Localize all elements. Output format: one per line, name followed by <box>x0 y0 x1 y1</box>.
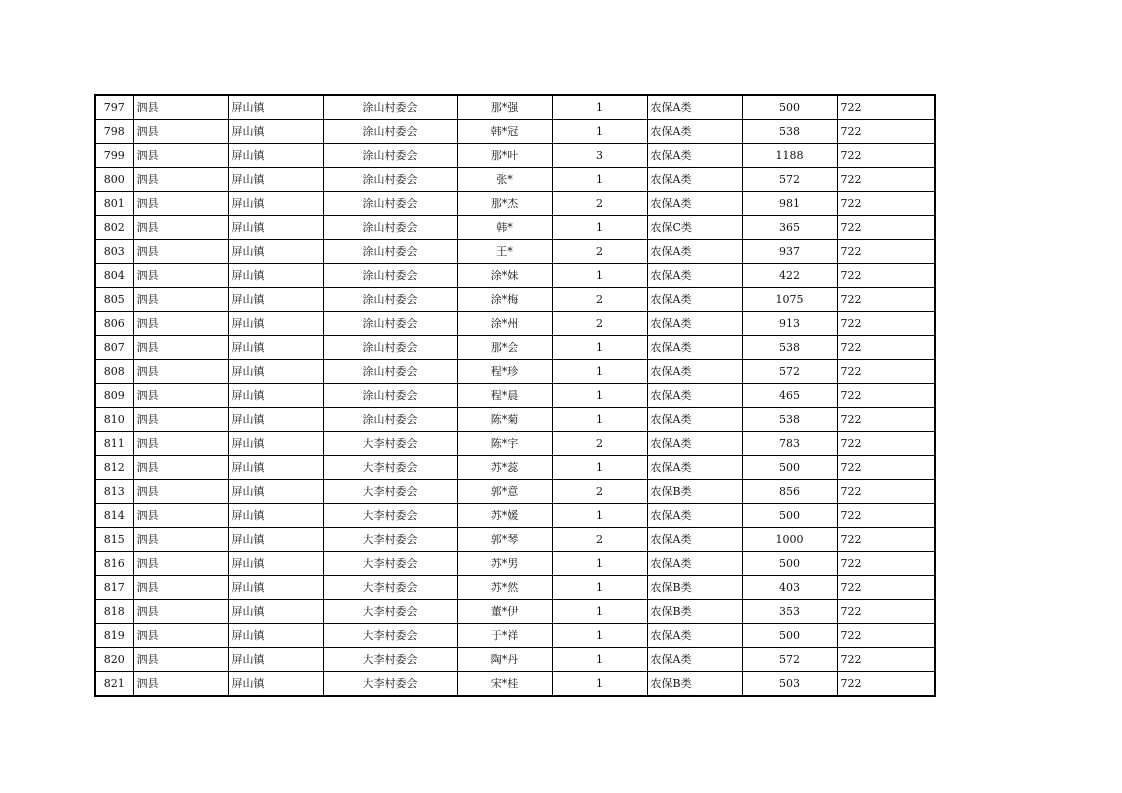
category-cell: 农保A类 <box>647 360 742 384</box>
town-cell: 屏山镇 <box>228 384 323 408</box>
name-cell: 于*祥 <box>457 624 552 648</box>
household-size-cell: 2 <box>552 432 647 456</box>
town-cell: 屏山镇 <box>228 95 323 120</box>
name-cell: 苏*媛 <box>457 504 552 528</box>
town-cell: 屏山镇 <box>228 624 323 648</box>
name-cell: 韩* <box>457 216 552 240</box>
table-row <box>95 552 935 576</box>
name-cell: 程*晨 <box>457 384 552 408</box>
table-row <box>95 600 935 624</box>
table-row <box>95 456 935 480</box>
category-cell: 农保A类 <box>647 312 742 336</box>
name-cell: 董*伊 <box>457 600 552 624</box>
household-size-cell: 1 <box>552 408 647 432</box>
row-number-cell: 797 <box>95 95 133 120</box>
row-number-cell: 801 <box>95 192 133 216</box>
table-row <box>95 312 935 336</box>
town-cell: 屏山镇 <box>228 576 323 600</box>
village-committee-cell: 大李村委会 <box>323 624 457 648</box>
village-committee-cell: 涂山村委会 <box>323 144 457 168</box>
category-cell: 农保B类 <box>647 600 742 624</box>
town-cell: 屏山镇 <box>228 168 323 192</box>
amount-cell: 503 <box>742 672 837 697</box>
amount-cell: 465 <box>742 384 837 408</box>
county-cell: 泗县 <box>133 432 228 456</box>
table-row <box>95 288 935 312</box>
town-cell: 屏山镇 <box>228 648 323 672</box>
amount-cell: 1075 <box>742 288 837 312</box>
code-cell: 722 <box>837 480 935 504</box>
table-body <box>95 95 935 696</box>
town-cell: 屏山镇 <box>228 192 323 216</box>
category-cell: 农保A类 <box>647 264 742 288</box>
county-cell: 泗县 <box>133 600 228 624</box>
village-committee-cell: 涂山村委会 <box>323 312 457 336</box>
row-number-cell: 817 <box>95 576 133 600</box>
row-number-cell: 805 <box>95 288 133 312</box>
town-cell: 屏山镇 <box>228 480 323 504</box>
village-committee-cell: 大李村委会 <box>323 504 457 528</box>
county-cell: 泗县 <box>133 120 228 144</box>
household-size-cell: 1 <box>552 168 647 192</box>
category-cell: 农保A类 <box>647 288 742 312</box>
village-committee-cell: 涂山村委会 <box>323 288 457 312</box>
household-size-cell: 1 <box>552 648 647 672</box>
village-committee-cell: 涂山村委会 <box>323 336 457 360</box>
code-cell: 722 <box>837 168 935 192</box>
row-number-cell: 807 <box>95 336 133 360</box>
category-cell: 农保A类 <box>647 408 742 432</box>
code-cell: 722 <box>837 336 935 360</box>
county-cell: 泗县 <box>133 504 228 528</box>
village-committee-cell: 涂山村委会 <box>323 95 457 120</box>
name-cell: 涂*梅 <box>457 288 552 312</box>
code-cell: 722 <box>837 264 935 288</box>
name-cell: 那*强 <box>457 95 552 120</box>
household-size-cell: 2 <box>552 288 647 312</box>
county-cell: 泗县 <box>133 264 228 288</box>
county-cell: 泗县 <box>133 168 228 192</box>
name-cell: 苏*然 <box>457 576 552 600</box>
amount-cell: 353 <box>742 600 837 624</box>
household-size-cell: 1 <box>552 552 647 576</box>
county-cell: 泗县 <box>133 528 228 552</box>
county-cell: 泗县 <box>133 384 228 408</box>
code-cell: 722 <box>837 552 935 576</box>
county-cell: 泗县 <box>133 192 228 216</box>
name-cell: 宋*桂 <box>457 672 552 697</box>
amount-cell: 783 <box>742 432 837 456</box>
amount-cell: 856 <box>742 480 837 504</box>
amount-cell: 422 <box>742 264 837 288</box>
code-cell: 722 <box>837 360 935 384</box>
table-row <box>95 624 935 648</box>
table-row <box>95 384 935 408</box>
county-cell: 泗县 <box>133 312 228 336</box>
village-committee-cell: 涂山村委会 <box>323 120 457 144</box>
table-row <box>95 408 935 432</box>
row-number-cell: 808 <box>95 360 133 384</box>
household-size-cell: 1 <box>552 384 647 408</box>
code-cell: 722 <box>837 600 935 624</box>
table-row <box>95 528 935 552</box>
village-committee-cell: 涂山村委会 <box>323 216 457 240</box>
household-size-cell: 1 <box>552 504 647 528</box>
village-committee-cell: 大李村委会 <box>323 480 457 504</box>
village-committee-cell: 涂山村委会 <box>323 168 457 192</box>
row-number-cell: 813 <box>95 480 133 504</box>
category-cell: 农保A类 <box>647 95 742 120</box>
town-cell: 屏山镇 <box>228 120 323 144</box>
village-committee-cell: 涂山村委会 <box>323 264 457 288</box>
category-cell: 农保A类 <box>647 504 742 528</box>
table-row <box>95 672 935 697</box>
village-committee-cell: 大李村委会 <box>323 672 457 697</box>
table-row <box>95 480 935 504</box>
amount-cell: 403 <box>742 576 837 600</box>
household-size-cell: 1 <box>552 576 647 600</box>
name-cell: 程*珍 <box>457 360 552 384</box>
category-cell: 农保A类 <box>647 648 742 672</box>
category-cell: 农保A类 <box>647 336 742 360</box>
category-cell: 农保A类 <box>647 168 742 192</box>
code-cell: 722 <box>837 288 935 312</box>
county-cell: 泗县 <box>133 624 228 648</box>
table-row <box>95 504 935 528</box>
name-cell: 陈*菊 <box>457 408 552 432</box>
household-size-cell: 1 <box>552 120 647 144</box>
data-table <box>94 94 936 697</box>
row-number-cell: 809 <box>95 384 133 408</box>
name-cell: 那*叶 <box>457 144 552 168</box>
name-cell: 陈*宇 <box>457 432 552 456</box>
village-committee-cell: 大李村委会 <box>323 528 457 552</box>
row-number-cell: 804 <box>95 264 133 288</box>
village-committee-cell: 涂山村委会 <box>323 360 457 384</box>
county-cell: 泗县 <box>133 144 228 168</box>
amount-cell: 500 <box>742 95 837 120</box>
code-cell: 722 <box>837 95 935 120</box>
category-cell: 农保B类 <box>647 480 742 504</box>
code-cell: 722 <box>837 120 935 144</box>
name-cell: 涂*州 <box>457 312 552 336</box>
amount-cell: 1000 <box>742 528 837 552</box>
town-cell: 屏山镇 <box>228 456 323 480</box>
amount-cell: 538 <box>742 120 837 144</box>
row-number-cell: 816 <box>95 552 133 576</box>
row-number-cell: 818 <box>95 600 133 624</box>
code-cell: 722 <box>837 216 935 240</box>
village-committee-cell: 大李村委会 <box>323 600 457 624</box>
row-number-cell: 803 <box>95 240 133 264</box>
amount-cell: 572 <box>742 648 837 672</box>
amount-cell: 913 <box>742 312 837 336</box>
household-size-cell: 2 <box>552 240 647 264</box>
name-cell: 韩*冠 <box>457 120 552 144</box>
code-cell: 722 <box>837 504 935 528</box>
amount-cell: 572 <box>742 360 837 384</box>
town-cell: 屏山镇 <box>228 264 323 288</box>
row-number-cell: 806 <box>95 312 133 336</box>
county-cell: 泗县 <box>133 216 228 240</box>
household-size-cell: 1 <box>552 95 647 120</box>
household-size-cell: 3 <box>552 144 647 168</box>
code-cell: 722 <box>837 144 935 168</box>
village-committee-cell: 大李村委会 <box>323 576 457 600</box>
table-row <box>95 360 935 384</box>
county-cell: 泗县 <box>133 95 228 120</box>
amount-cell: 572 <box>742 168 837 192</box>
town-cell: 屏山镇 <box>228 528 323 552</box>
household-size-cell: 2 <box>552 312 647 336</box>
table-row <box>95 576 935 600</box>
row-number-cell: 802 <box>95 216 133 240</box>
name-cell: 涂*妹 <box>457 264 552 288</box>
code-cell: 722 <box>837 312 935 336</box>
amount-cell: 500 <box>742 504 837 528</box>
village-committee-cell: 大李村委会 <box>323 432 457 456</box>
county-cell: 泗县 <box>133 480 228 504</box>
category-cell: 农保A类 <box>647 384 742 408</box>
town-cell: 屏山镇 <box>228 600 323 624</box>
table-row <box>95 168 935 192</box>
table-row <box>95 144 935 168</box>
county-cell: 泗县 <box>133 240 228 264</box>
table-row <box>95 216 935 240</box>
category-cell: 农保A类 <box>647 144 742 168</box>
row-number-cell: 815 <box>95 528 133 552</box>
category-cell: 农保A类 <box>647 528 742 552</box>
category-cell: 农保C类 <box>647 216 742 240</box>
row-number-cell: 819 <box>95 624 133 648</box>
category-cell: 农保B类 <box>647 576 742 600</box>
category-cell: 农保A类 <box>647 192 742 216</box>
row-number-cell: 814 <box>95 504 133 528</box>
code-cell: 722 <box>837 384 935 408</box>
household-size-cell: 2 <box>552 528 647 552</box>
village-committee-cell: 大李村委会 <box>323 552 457 576</box>
county-cell: 泗县 <box>133 552 228 576</box>
table-row <box>95 648 935 672</box>
county-cell: 泗县 <box>133 360 228 384</box>
row-number-cell: 799 <box>95 144 133 168</box>
town-cell: 屏山镇 <box>228 504 323 528</box>
name-cell: 王* <box>457 240 552 264</box>
village-committee-cell: 涂山村委会 <box>323 408 457 432</box>
code-cell: 722 <box>837 576 935 600</box>
county-cell: 泗县 <box>133 336 228 360</box>
town-cell: 屏山镇 <box>228 552 323 576</box>
household-size-cell: 2 <box>552 192 647 216</box>
code-cell: 722 <box>837 624 935 648</box>
code-cell: 722 <box>837 240 935 264</box>
row-number-cell: 820 <box>95 648 133 672</box>
town-cell: 屏山镇 <box>228 240 323 264</box>
village-committee-cell: 涂山村委会 <box>323 384 457 408</box>
code-cell: 722 <box>837 432 935 456</box>
town-cell: 屏山镇 <box>228 672 323 697</box>
town-cell: 屏山镇 <box>228 288 323 312</box>
town-cell: 屏山镇 <box>228 336 323 360</box>
name-cell: 苏*男 <box>457 552 552 576</box>
amount-cell: 937 <box>742 240 837 264</box>
amount-cell: 1188 <box>742 144 837 168</box>
table-row <box>95 264 935 288</box>
household-size-cell: 1 <box>552 336 647 360</box>
village-committee-cell: 涂山村委会 <box>323 192 457 216</box>
county-cell: 泗县 <box>133 456 228 480</box>
amount-cell: 500 <box>742 456 837 480</box>
category-cell: 农保A类 <box>647 456 742 480</box>
amount-cell: 500 <box>742 552 837 576</box>
county-cell: 泗县 <box>133 648 228 672</box>
code-cell: 722 <box>837 456 935 480</box>
household-size-cell: 1 <box>552 624 647 648</box>
county-cell: 泗县 <box>133 288 228 312</box>
name-cell: 郭*琴 <box>457 528 552 552</box>
county-cell: 泗县 <box>133 408 228 432</box>
category-cell: 农保A类 <box>647 120 742 144</box>
town-cell: 屏山镇 <box>228 432 323 456</box>
name-cell: 苏*蕊 <box>457 456 552 480</box>
household-size-cell: 1 <box>552 456 647 480</box>
amount-cell: 365 <box>742 216 837 240</box>
code-cell: 722 <box>837 528 935 552</box>
household-size-cell: 1 <box>552 600 647 624</box>
code-cell: 722 <box>837 192 935 216</box>
amount-cell: 981 <box>742 192 837 216</box>
county-cell: 泗县 <box>133 672 228 697</box>
household-size-cell: 1 <box>552 264 647 288</box>
county-cell: 泗县 <box>133 576 228 600</box>
category-cell: 农保A类 <box>647 624 742 648</box>
household-size-cell: 1 <box>552 216 647 240</box>
category-cell: 农保A类 <box>647 240 742 264</box>
name-cell: 那*会 <box>457 336 552 360</box>
household-size-cell: 1 <box>552 672 647 697</box>
code-cell: 722 <box>837 672 935 697</box>
category-cell: 农保A类 <box>647 552 742 576</box>
name-cell: 那*杰 <box>457 192 552 216</box>
village-committee-cell: 大李村委会 <box>323 456 457 480</box>
name-cell: 陶*丹 <box>457 648 552 672</box>
amount-cell: 538 <box>742 408 837 432</box>
table-row <box>95 120 935 144</box>
category-cell: 农保B类 <box>647 672 742 697</box>
table-row <box>95 95 935 120</box>
row-number-cell: 821 <box>95 672 133 697</box>
name-cell: 郭*意 <box>457 480 552 504</box>
code-cell: 722 <box>837 648 935 672</box>
row-number-cell: 810 <box>95 408 133 432</box>
town-cell: 屏山镇 <box>228 216 323 240</box>
row-number-cell: 798 <box>95 120 133 144</box>
table-row <box>95 336 935 360</box>
code-cell: 722 <box>837 408 935 432</box>
amount-cell: 538 <box>742 336 837 360</box>
household-size-cell: 1 <box>552 360 647 384</box>
town-cell: 屏山镇 <box>228 144 323 168</box>
town-cell: 屏山镇 <box>228 312 323 336</box>
table-row <box>95 192 935 216</box>
row-number-cell: 800 <box>95 168 133 192</box>
row-number-cell: 812 <box>95 456 133 480</box>
category-cell: 农保A类 <box>647 432 742 456</box>
row-number-cell: 811 <box>95 432 133 456</box>
table-row <box>95 432 935 456</box>
town-cell: 屏山镇 <box>228 360 323 384</box>
amount-cell: 500 <box>742 624 837 648</box>
village-committee-cell: 涂山村委会 <box>323 240 457 264</box>
table-row <box>95 240 935 264</box>
name-cell: 张* <box>457 168 552 192</box>
town-cell: 屏山镇 <box>228 408 323 432</box>
village-committee-cell: 大李村委会 <box>323 648 457 672</box>
household-size-cell: 2 <box>552 480 647 504</box>
